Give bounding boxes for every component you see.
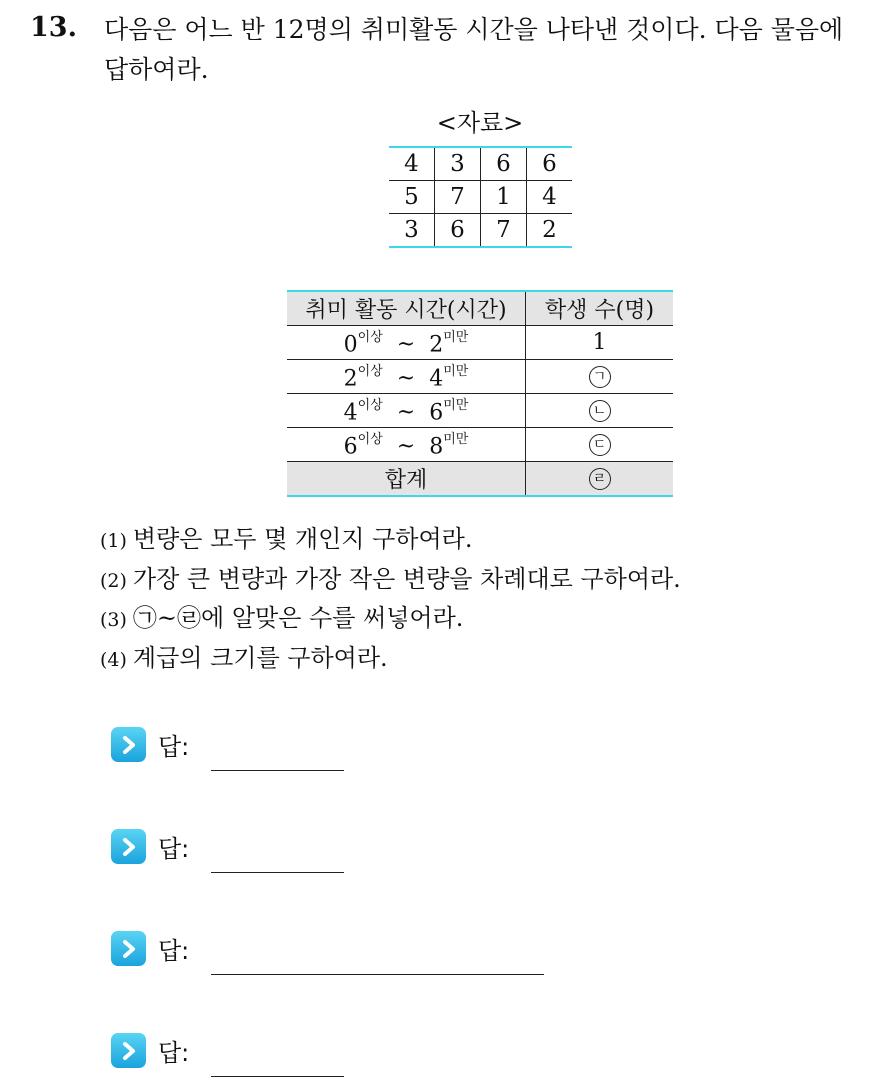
- total-value: [526, 462, 674, 497]
- chevron-right-icon: [111, 1033, 146, 1068]
- chevron-right-icon: [111, 931, 146, 966]
- answer-row: [111, 718, 344, 771]
- answer-blank[interactable]: [211, 748, 344, 771]
- sub-question-list: [100, 521, 681, 679]
- blank-mark-nieun: ㄴ: [589, 400, 611, 422]
- frequency-value: 1: [526, 326, 674, 360]
- answer-blank[interactable]: [211, 850, 344, 873]
- frequency-row: [287, 360, 673, 394]
- data-cell: 3: [435, 147, 481, 181]
- frequency-row: [287, 326, 673, 360]
- data-table: [389, 146, 572, 248]
- frequency-total-row: [287, 462, 673, 497]
- data-cell: 4: [389, 147, 435, 181]
- sub-question: (3) ㉠~㉣에 알맞은 수를 써넣어라.: [100, 604, 464, 632]
- data-cell: 6: [481, 147, 527, 181]
- data-cell: 1: [481, 181, 527, 214]
- frequency-table: [287, 290, 673, 497]
- question-text: 다음은 어느 반 12명의 취미활동 시간을 나타낸 것이다. 다음 물음에 답하여라.: [104, 15, 844, 84]
- frequency-row: [287, 428, 673, 462]
- data-row: [389, 181, 572, 214]
- answer-row: [111, 922, 544, 975]
- data-cell: 3: [389, 214, 435, 248]
- total-label: 합계: [287, 462, 526, 497]
- answer-label: 답:: [158, 937, 190, 965]
- data-caption: <자료>: [436, 109, 524, 137]
- answer-row: [111, 820, 344, 873]
- answer-label: 답:: [158, 1039, 190, 1067]
- answer-label: 답:: [158, 733, 190, 761]
- data-cell: 7: [481, 214, 527, 248]
- data-cell: 6: [527, 147, 573, 181]
- data-cell: 2: [527, 214, 573, 248]
- class-range: $6^{이상}$ ~ $8^{미만}$: [287, 428, 526, 462]
- frequency-value: [526, 360, 674, 394]
- class-range: $0^{이상}$ ~ $2^{미만}$: [287, 326, 526, 360]
- frequency-row: [287, 394, 673, 428]
- sub-question: (1) 변량은 모두 몇 개인지 구하여라.: [100, 525, 473, 553]
- data-cell: 4: [527, 181, 573, 214]
- class-range: $4^{이상}$ ~ $6^{미만}$: [287, 394, 526, 428]
- header-time: 취미 활동 시간(시간): [287, 291, 526, 326]
- chevron-right-icon: [111, 829, 146, 864]
- answer-blank[interactable]: [211, 952, 544, 975]
- header-count: 학생 수(명): [526, 291, 674, 326]
- answer-label: 답:: [158, 835, 190, 863]
- data-row: [389, 147, 572, 181]
- problem-number: 13.: [30, 12, 77, 43]
- data-cell: 6: [435, 214, 481, 248]
- data-cell: 7: [435, 181, 481, 214]
- answer-row: [111, 1024, 344, 1077]
- blank-mark-digeut: ㄷ: [589, 434, 611, 456]
- sub-question: (4) 계급의 크기를 구하여라.: [100, 643, 388, 672]
- frequency-header-row: [287, 291, 673, 326]
- data-row: [389, 214, 572, 248]
- data-cell: 5: [389, 181, 435, 214]
- blank-mark-giyeok: ㄱ: [589, 366, 611, 388]
- chevron-right-icon: [111, 727, 146, 762]
- frequency-value: [526, 394, 674, 428]
- sub-question: (2) 가장 큰 변량과 가장 작은 변량을 차례대로 구하여라.: [100, 564, 681, 593]
- blank-mark-rieul: ㄹ: [589, 468, 611, 490]
- class-range: $2^{이상}$ ~ $4^{미만}$: [287, 360, 526, 394]
- frequency-value: [526, 428, 674, 462]
